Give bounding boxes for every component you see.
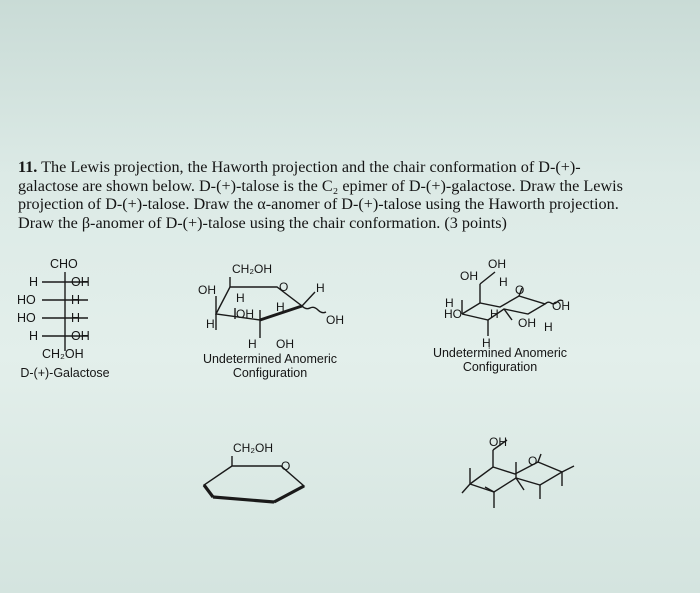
chair-label-1: OH (488, 257, 506, 271)
haworth-label-3: OH (236, 307, 254, 321)
chair-template-c1-eq (562, 466, 574, 472)
haworth-caption-line-2: Configuration (232, 366, 308, 380)
question-line-3: projection of D-(+)-talose. Draw the α-anomer of D-(+)-talose using the Haworth projection. (18, 195, 619, 214)
haworth-template-bold-right (274, 486, 304, 502)
fischer-row-1-left: H (29, 275, 39, 289)
haworth-caption (190, 352, 350, 380)
question-line-2: galactose are shown below. D-(+)-talose is the C₂ epimer of D-(+)-galactose. Draw the Lewis (18, 176, 623, 195)
chair-template-o-bond (538, 454, 541, 462)
chair-label-3: H (499, 275, 508, 289)
chair-label-9: OH (518, 316, 536, 330)
chair-label-6: HO (444, 307, 462, 321)
fischer-row-3-right: H (71, 311, 81, 325)
chair-label-11: H (482, 336, 491, 350)
haworth-template-o: O (281, 459, 291, 473)
fischer-row-2-left: HO (17, 293, 36, 307)
haworth-label-1: OH (198, 283, 216, 297)
fischer-row-2-right: H (71, 293, 81, 307)
question-line-4: Draw the β-anomer of D-(+)-talose using the chair conformation. (3 points) (18, 213, 507, 232)
haworth-label-7: OH (326, 313, 344, 327)
haworth-label-5: H (316, 281, 325, 295)
fischer-top-group: CHO (50, 257, 78, 271)
chair-label-5: H (445, 296, 454, 310)
haworth-label-6: H (206, 317, 215, 331)
chair-label-8: OH (552, 299, 570, 313)
haworth-label-8: H (248, 337, 257, 351)
chair-label-2: OH (460, 269, 478, 283)
fischer-bottom-group: CH₂OH (42, 347, 84, 361)
haworth-template-bold-edge (213, 497, 274, 502)
chair-caption-line-1: Undetermined Anomeric (432, 346, 568, 360)
haworth-c1-up (302, 292, 315, 306)
chair-caption (420, 346, 580, 374)
haworth-caption-line-1: Undetermined Anomeric (202, 352, 338, 366)
haworth-ring-o: O (279, 280, 289, 294)
question-line-1: 11. The Lewis projection, the Haworth projection and the chair conformation of D-(+)- (18, 158, 581, 176)
fischer-caption: D-(+)-Galactose (20, 366, 110, 380)
haworth-label-9: OH (276, 337, 294, 351)
haworth-template-bold-left (204, 485, 213, 497)
chair-label-7: H (490, 307, 499, 321)
chair-label-10: H (544, 320, 553, 334)
haworth-c1-wavy (302, 306, 326, 313)
chair-label-4: O (515, 283, 525, 297)
fischer-row-4-left: H (29, 329, 39, 343)
fischer-row-1-right: OH (71, 275, 90, 289)
fischer-row-3-left: HO (17, 311, 36, 325)
fischer-row-4-right: OH (71, 329, 90, 343)
chair-ch2-bond (480, 272, 495, 284)
haworth-ring (216, 287, 302, 320)
haworth-ch2oh: CH₂OH (232, 262, 272, 276)
chair-template-c4-eq (462, 484, 470, 493)
haworth-template-ch2oh: CH₂OH (233, 441, 273, 455)
haworth-label-4: H (276, 300, 285, 314)
chair-template-o: O (528, 454, 538, 468)
chair-template-oh: OH (489, 435, 507, 449)
chair-caption-line-2: Configuration (462, 360, 538, 374)
question-number: 11. (18, 158, 38, 176)
haworth-label-2: H (236, 291, 245, 305)
